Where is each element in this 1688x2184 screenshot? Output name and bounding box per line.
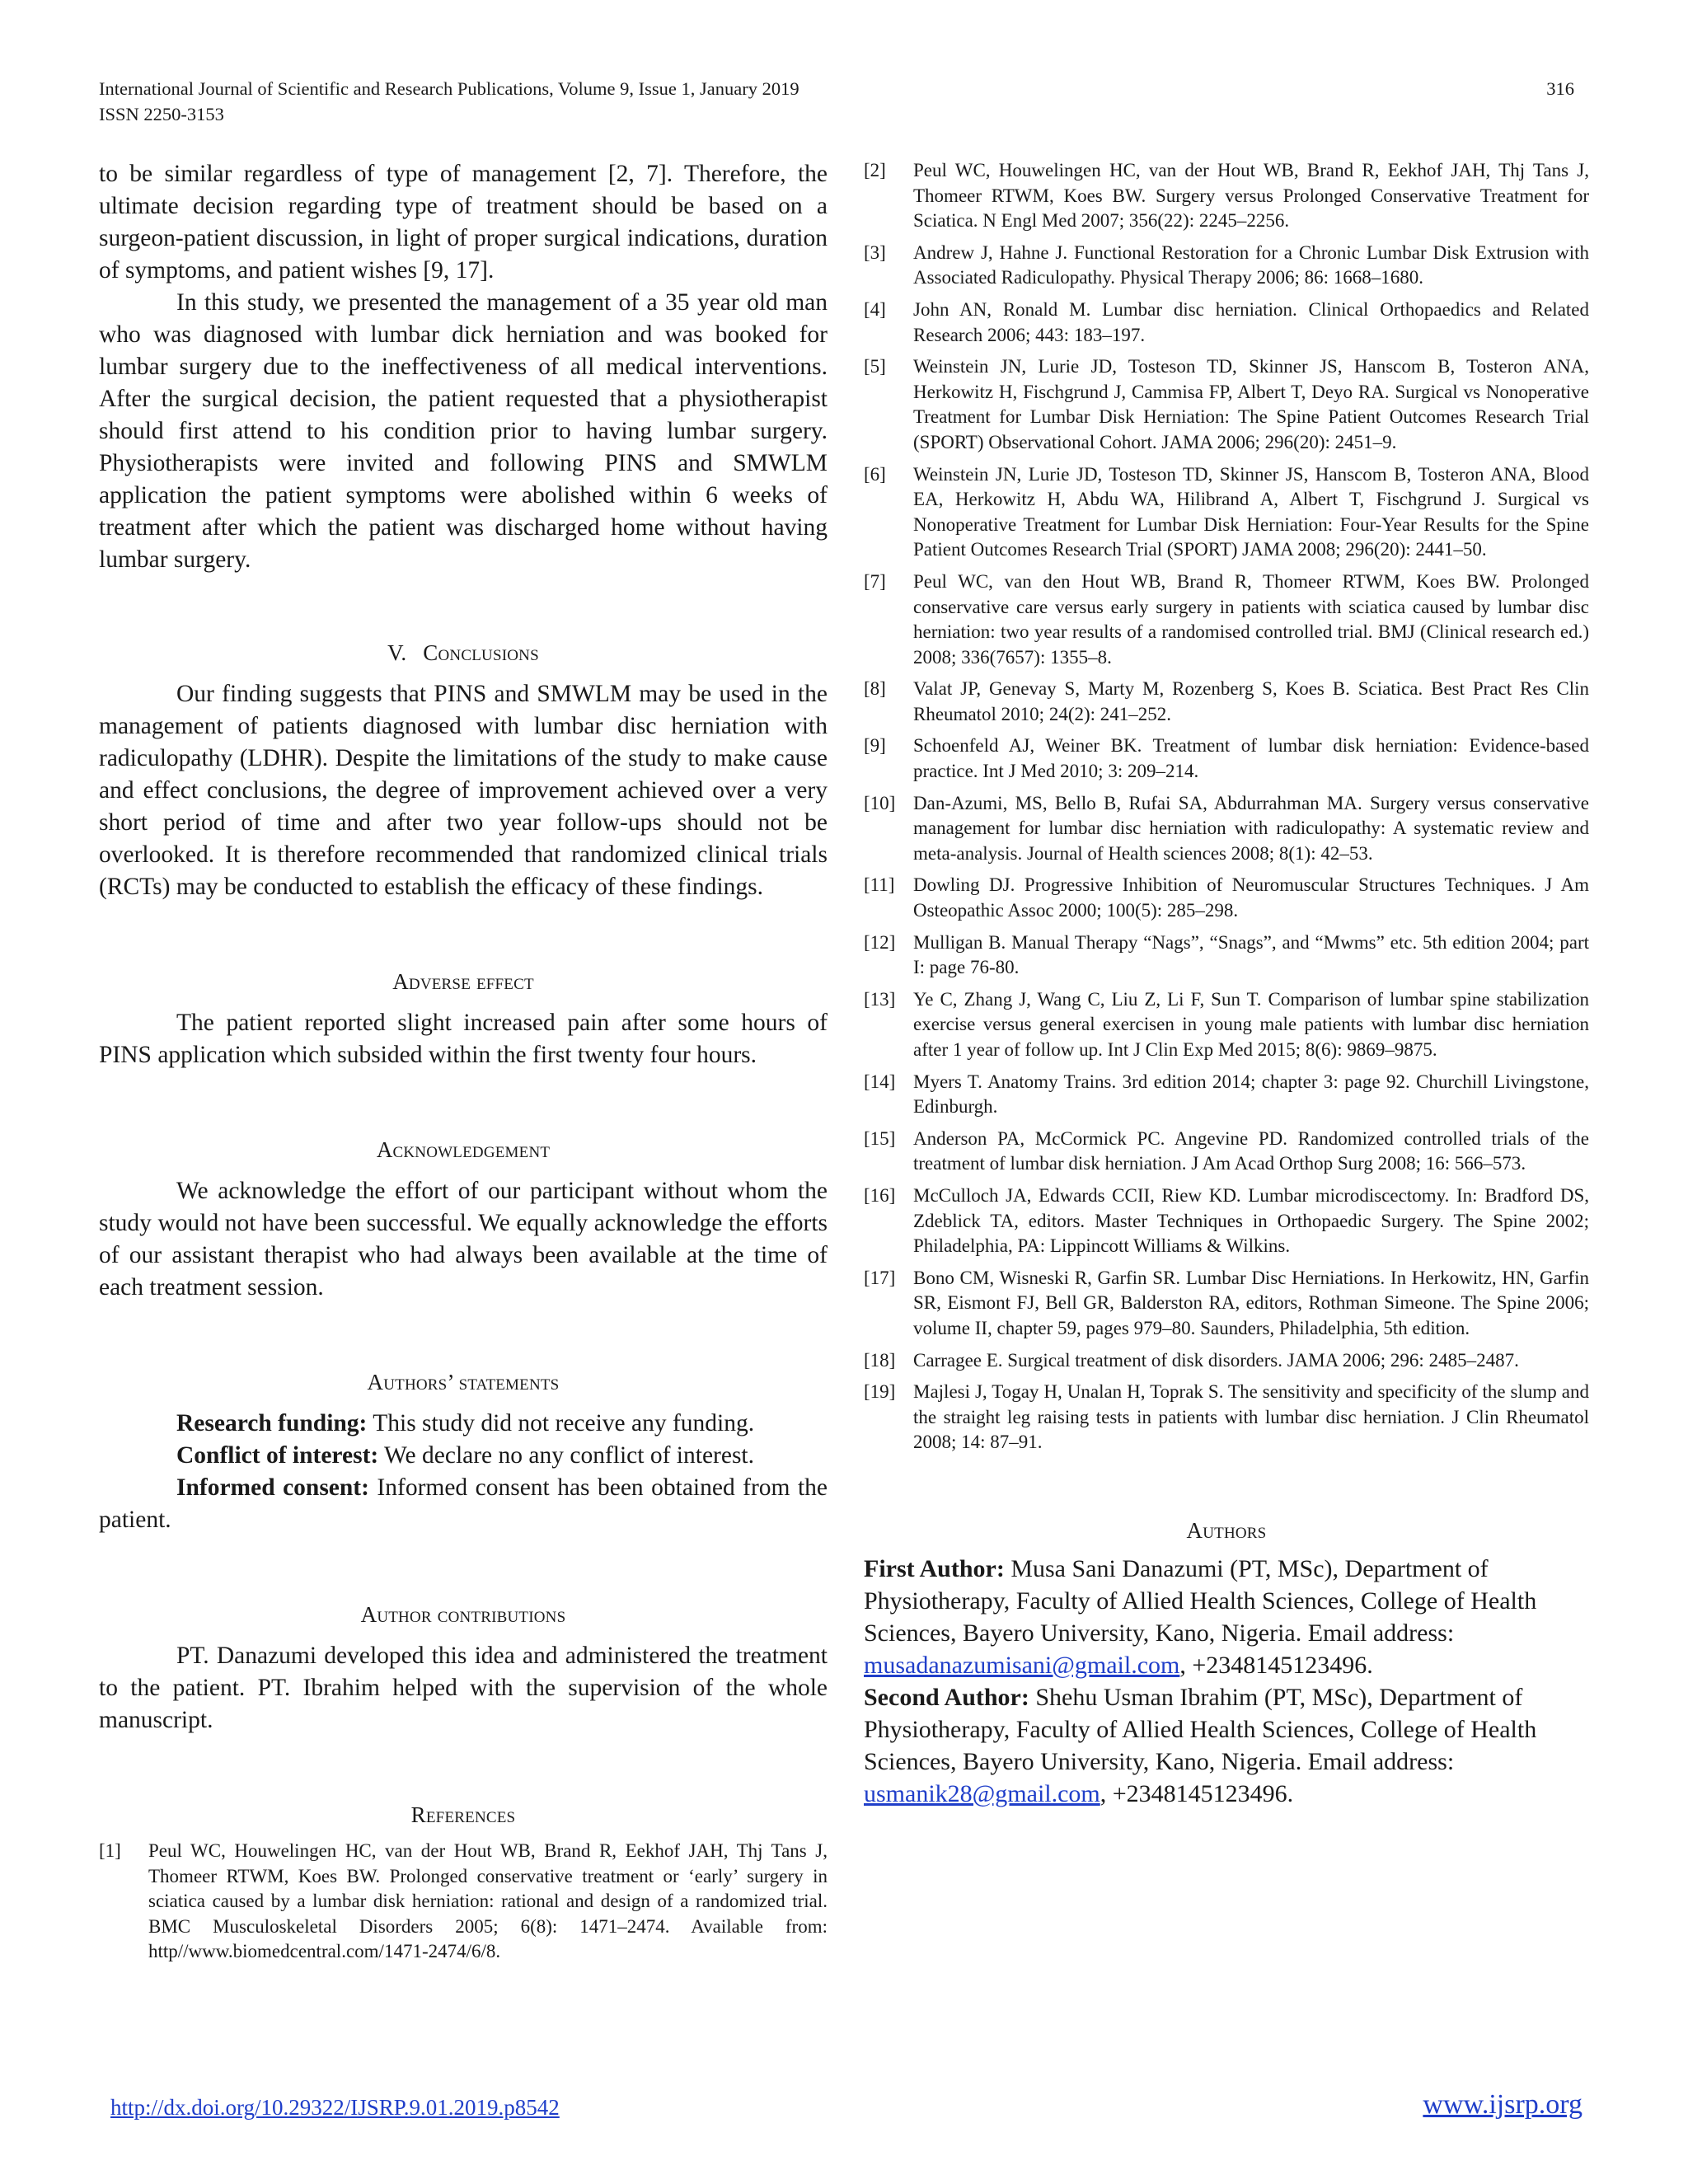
reference-item <box>864 791 1589 867</box>
second-author <box>864 1681 1589 1810</box>
reference-number: [6] <box>864 463 886 485</box>
reference-number: [17] <box>864 1267 896 1288</box>
funding-text: This study did not receive any funding. <box>367 1410 755 1436</box>
consent-text: Informed consent has been obtained from the patient. <box>99 1474 828 1533</box>
reference-text: Schoenfeld AJ, Weiner BK. Treatment of lumbar disk herniation: Evidence-based practice. Int J Med 2010; 3: 209–214. <box>913 735 1589 782</box>
section-heading-conclusions <box>99 639 828 667</box>
second-author-label: Second Author: <box>864 1683 1029 1711</box>
reference-text: Ye C, Zhang J, Wang C, Liu Z, Li F, Sun T. Comparison of lumbar spine stabilization exercise versus general exercisen in young male patients with lumbar disc herniation after 1 year of follow up. Int J Clin Exp Med 2015; 8(6): 9869–9875. <box>913 988 1589 1060</box>
second-author-text: Shehu Usman Ibrahim (PT, MSc), Department of Physiotherapy, Faculty of Allied Health Sciences, College of Health Sciences, Bayero University, Kano, Nigeria. Email address: <box>864 1683 1537 1775</box>
second-author-email-link[interactable]: usmanik28@gmail.com <box>864 1779 1100 1807</box>
body-paragraph: In this study, we presented the management of a 35 year old man who was diagnosed with lumbar dick herniation and was booked for lumbar surgery due to the ineffectiveness of all medical interventions. After the surgical decision, the patient requested that a physiotherapist should first attend to his condition prior to having lumbar surgery. Physiotherapists were invited and following PINS and SMWLM application the patient symptoms were abolished within 6 weeks of treatment after which the patient was discharged home without having lumbar surgery. <box>99 289 828 573</box>
section-heading-author-contributions: Author contributions <box>360 1602 566 1627</box>
reference-item <box>864 930 1589 981</box>
reference-text: Valat JP, Genevay S, Marty M, Rozenberg S, Koes B. Sciatica. Best Pract Res Clin Rheumatol 2010; 24(2): 241–252. <box>913 678 1589 724</box>
reference-number: [9] <box>864 735 886 757</box>
reference-number: [19] <box>864 1381 896 1403</box>
reference-item <box>864 1070 1589 1120</box>
reference-number: [11] <box>864 874 895 896</box>
reference-item <box>864 1380 1589 1455</box>
section-heading-authors-statements: Authors’ statements <box>367 1370 560 1394</box>
reference-text: McCulloch JA, Edwards CCII, Riew KD. Lumbar microdiscectomy. In: Bradford DS, Zdeblick TA, editors. Master Techniques in Orthopaedic Surgery. The Spine 2002; Philadelphia, PA: Lippincott Williams & Wilkins. <box>913 1184 1589 1257</box>
page-number: 316 <box>1546 78 1574 99</box>
reference-text: Weinstein JN, Lurie JD, Tosteson TD, Skinner JS, Hanscom B, Tosteron ANA, Blood EA, Herkowitz H, Abdu WA, Hilibrand A, Albert T, Fischgrund J. Surgical vs Nonoperative Treatment for Lumbar Disk Herniation: Four-Year Results for the Spine Patient Outcomes Research Trial (SPORT) JAMA 2008; 296(20): 2441–50. <box>913 463 1589 560</box>
body-paragraph: Our finding suggests that PINS and SMWLM may be used in the management of patients diagnosed with lumbar disc herniation with radiculopathy (LDHR). Despite the limitations of the study to make cause and effect conclusions, the degree of improvement achieved over a very short period of time and after two year follow-ups should not be overlooked. It is therefore recommended that randomized clinical trials (RCTs) may be conducted to establish the efficacy of these findings. <box>99 681 828 900</box>
reference-item <box>864 569 1589 670</box>
statement-consent <box>99 1472 828 1536</box>
journal-site-link[interactable]: www.ijsrp.org <box>1423 2089 1582 2120</box>
reference-text: Peul WC, Houwelingen HC, van der Hout WB, Brand R, Eekhof JAH, Thj Tans J, Thomeer RTWM, Koes BW. Prolonged conservative treatment or ‘early’ surgery in sciatica caused by a lumbar disk herniation: rational and design of a randomized trial. BMC Musculoskeletal Disorders 2005; 6(8): 1471–2474. Available from: http//www.biomedcentral.com/1471-2474/6/8. <box>148 1840 828 1962</box>
reference-number: [3] <box>864 241 886 263</box>
left-column <box>99 158 828 1971</box>
reference-number: [4] <box>864 298 886 320</box>
reference-number: [2] <box>864 160 886 180</box>
reference-text: Peul WC, Houwelingen HC, van der Hout WB, Brand R, Eekhof JAH, Thj Tans J, Thomeer RTWM, Koes BW. Surgery versus Prolonged Conservative Treatment for Sciatica. N Engl Med 2007; 356(22): 2245–2256. <box>913 160 1589 232</box>
body-paragraph: to be similar regardless of type of management [2, 7]. Therefore, the ultimate decision regarding type of treatment should be based on a surgeon-patient discussion, in light of proper surgical indications, duration of symptoms, and patient wishes [9, 17]. <box>99 161 828 284</box>
section-heading-references: References <box>410 1802 516 1827</box>
first-author-text: Musa Sani Danazumi (PT, MSc), Department of Physiotherapy, Faculty of Allied Health Sciences, College of Health Sciences, Bayero University, Kano, Nigeria. Email address: <box>864 1554 1537 1647</box>
reference-number: [1] <box>99 1840 121 1861</box>
reference-item <box>864 354 1589 455</box>
reference-list <box>864 158 1589 1455</box>
reference-text: Anderson PA, McCormick PC. Angevine PD. Randomized controlled trials of the treatment of lumbar disk herniation. J Am Acad Orthop Surg 2008; 16: 566–573. <box>913 1127 1589 1174</box>
reference-number: [15] <box>864 1127 896 1149</box>
body-paragraph: The patient reported slight increased pain after some hours of PINS application which subsided within the first twenty four hours. <box>99 1010 828 1068</box>
reference-item <box>864 1183 1589 1259</box>
reference-item <box>864 733 1589 784</box>
reference-text: Dowling DJ. Progressive Inhibition of Neuromuscular Structures Techniques. J Am Osteopathic Assoc 2000; 100(5): 285–298. <box>913 874 1589 921</box>
page-header <box>99 76 1574 127</box>
reference-text: Myers T. Anatomy Trains. 3rd edition 2014; chapter 3: page 92. Churchill Livingstone, Edinburgh. <box>913 1071 1589 1118</box>
reference-item <box>864 462 1589 563</box>
first-author-label: First Author: <box>864 1554 1005 1582</box>
section-heading-authors: Authors <box>1186 1517 1267 1543</box>
reference-number: [10] <box>864 792 896 813</box>
reference-number: [5] <box>864 356 886 377</box>
reference-number: [13] <box>864 988 896 1010</box>
reference-item <box>864 158 1589 234</box>
reference-text: Majlesi J, Togay H, Unalan H, Toprak S. The sensitivity and specificity of the slump and the straight leg raising tests in patients with lumbar disc herniation. J Clin Rheumatol 2008; 14: 87–91. <box>913 1381 1589 1453</box>
reference-item <box>864 987 1589 1063</box>
reference-number: [14] <box>864 1071 896 1092</box>
reference-item <box>864 677 1589 727</box>
reference-item <box>864 1127 1589 1177</box>
conflict-label: Conflict of interest: <box>176 1442 379 1469</box>
reference-item <box>864 298 1589 348</box>
body-paragraph: PT. Danazumi developed this idea and administered the treatment to the patient. PT. Ibrahim helped with the supervision of the whole manuscript. <box>99 1643 828 1733</box>
reference-number: [12] <box>864 931 896 953</box>
reference-item <box>864 1348 1589 1374</box>
reference-item <box>864 1266 1589 1342</box>
statement-funding <box>99 1408 828 1440</box>
authors-block <box>864 1553 1589 1810</box>
section-heading-adverse-effect: Adverse effect <box>392 969 534 994</box>
second-author-phone: , +2348145123496. <box>1100 1779 1294 1807</box>
consent-label: Informed consent: <box>176 1474 369 1501</box>
doi-link[interactable]: http://dx.doi.org/10.29322/IJSRP.9.01.2019.p8542 <box>110 2095 560 2120</box>
reference-item <box>864 241 1589 291</box>
issn: ISSN 2250-3153 <box>99 104 224 124</box>
reference-item <box>99 1839 828 1965</box>
reference-text: Dan-Azumi, MS, Bello B, Rufai SA, Abdurrahman MA. Surgery versus conservative management for lumbar disc herniation with radiculopathy: A systematic review and meta-analysis. Journal of Health sciences 2008; 8(1): 42–53. <box>913 792 1589 864</box>
reference-text: John AN, Ronald M. Lumbar disc herniation. Clinical Orthopaedics and Related Research 2006; 443: 183–197. <box>913 298 1589 345</box>
conflict-text: We declare no any conflict of interest. <box>378 1442 754 1469</box>
section-title: Conclusions <box>423 640 539 665</box>
funding-label: Research funding: <box>176 1410 368 1436</box>
reference-item <box>864 873 1589 923</box>
reference-number: [18] <box>864 1349 896 1371</box>
first-author-email-link[interactable]: musadanazumisani@gmail.com <box>864 1651 1180 1679</box>
statement-conflict <box>99 1440 828 1472</box>
reference-text: Weinstein JN, Lurie JD, Tosteson TD, Skinner JS, Hanscom B, Tosteron ANA, Herkowitz H, Fischgrund J, Cammisa FP, Albert T, Deyo RA. Surgical vs Nonoperative Treatment for Lumbar Disk Herniation: The Spine Patient Outcomes Research Trial (SPORT) Observational Cohort. JAMA 2006; 296(20): 2451–9. <box>913 356 1589 452</box>
reference-text: Peul WC, van den Hout WB, Brand R, Thomeer RTWM, Koes BW. Prolonged conservative care versus early surgery in patients with sciatica caused by lumbar disc herniation: two year results of a randomised controlled trial. BMJ (Clinical research ed.) 2008; 336(7657): 1355–8. <box>913 570 1589 668</box>
reference-text: Andrew J, Hahne J. Functional Restoration for a Chronic Lumbar Disk Extrusion with Associated Radiculopathy. Physical Therapy 2006; 86: 1668–1680. <box>913 241 1589 288</box>
first-author-phone: , +2348145123496. <box>1179 1651 1373 1679</box>
right-column <box>864 158 1589 1810</box>
body-paragraph: We acknowledge the effort of our participant without whom the study would not have been successful. We equally acknowledge the efforts of our assistant therapist who had always been available at the time of each treatment session. <box>99 1178 828 1301</box>
reference-text: Mulligan B. Manual Therapy “Nags”, “Snags”, and “Mwms” etc. 5th edition 2004; part I: page 76-80. <box>913 931 1589 978</box>
section-number: V. <box>387 640 407 665</box>
section-heading-acknowledgement: Acknowledgement <box>376 1137 551 1162</box>
reference-number: [16] <box>864 1184 896 1206</box>
reference-number: [8] <box>864 678 886 700</box>
reference-number: [7] <box>864 570 886 592</box>
reference-text: Carragee E. Surgical treatment of disk disorders. JAMA 2006; 296: 2485–2487. <box>913 1349 1519 1371</box>
reference-text: Bono CM, Wisneski R, Garfin SR. Lumbar Disc Herniations. In Herkowitz, HN, Garfin SR, Eismont FJ, Bell GR, Balderston RA, editors, Rothman Simeone. The Spine 2006; volume II, chapter 59, pages 979–80. Saunders, Philadelphia, 5th edition. <box>913 1267 1589 1338</box>
journal-title: International Journal of Scientific and Research Publications, Volume 9, Issue 1, January 2019 <box>99 78 799 99</box>
first-author <box>864 1553 1589 1681</box>
